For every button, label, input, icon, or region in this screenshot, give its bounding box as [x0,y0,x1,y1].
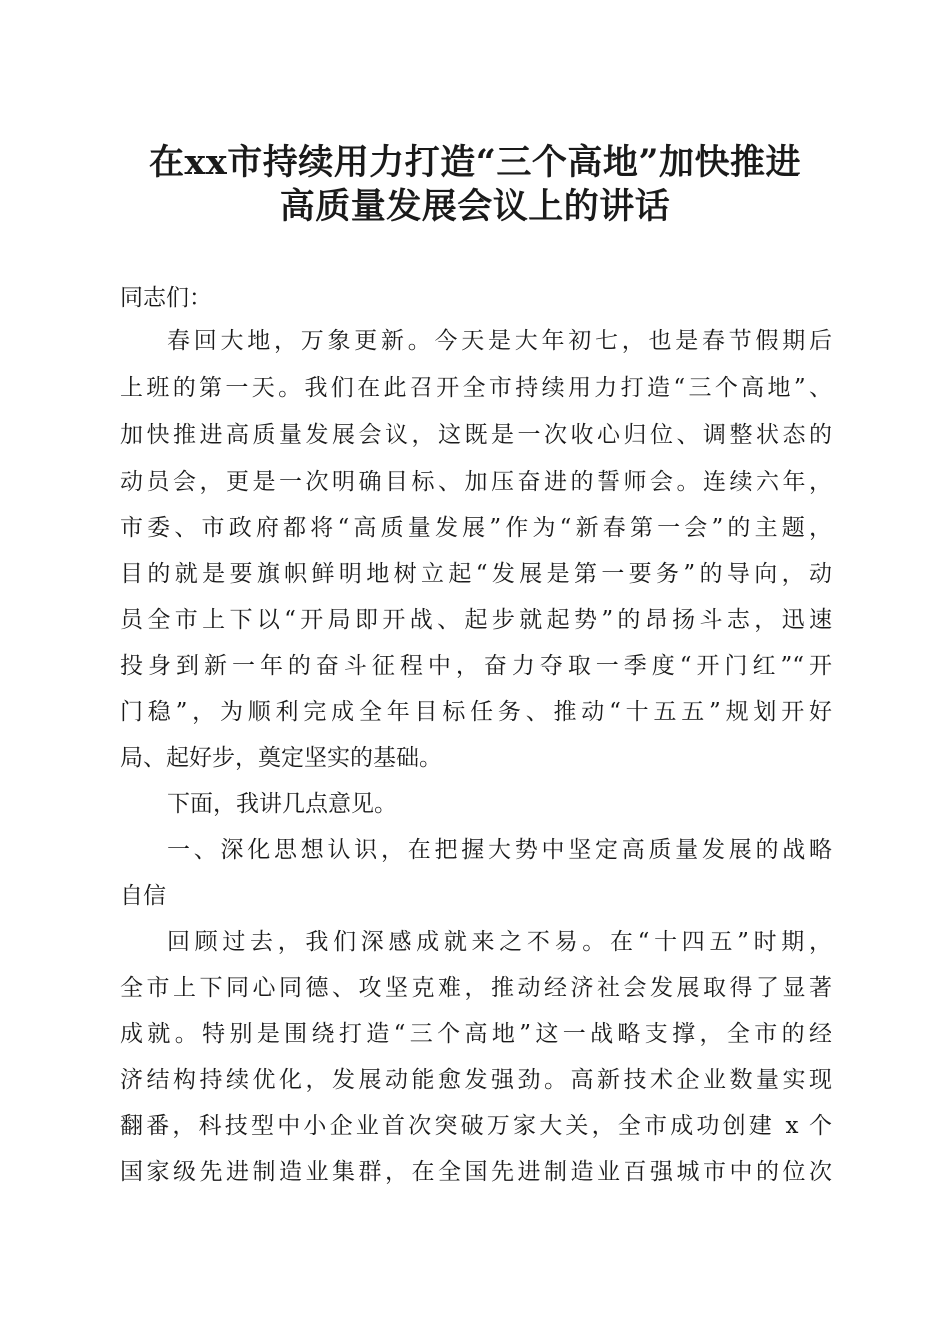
paragraph-line: 目的就是要旗帜鲜明地树立起“发展是第一要务”的导向，动 [120,561,832,587]
paragraph-line: 国家级先进制造业集群，在全国先进制造业百强城市中的位次 [120,1159,832,1185]
paragraph-line: 济结构持续优化，发展动能愈发强劲。高新技术企业数量实现 [120,1067,832,1093]
paragraph-line: 下面，我讲几点意见。 [167,791,397,817]
paragraph-line: 成就。特别是围绕打造“三个高地”这一战略支撑，全市的经 [120,1021,832,1047]
paragraph-line: 门稳”，为顺利完成全年目标任务、推动“十五五”规划开好 [120,699,832,725]
document-title-line-1: 在xx市持续用力打造“三个高地”加快推进 [149,142,801,183]
paragraph-line: 市委、市政府都将“高质量发展”作为“新春第一会”的主题， [120,515,832,541]
paragraph-line: 局、起好步，奠定坚实的基础。 [120,745,442,771]
paragraph-line: 投身到新一年的奋斗征程中，奋力夺取一季度“开门红”“开 [120,653,832,679]
salutation: 同志们： [120,285,212,311]
section-heading-line: 一、深化思想认识，在把握大势中坚定高质量发展的战略 [167,837,832,863]
paragraph-line: 翻番，科技型中小企业首次突破万家大关，全市成功创建 x 个 [120,1113,832,1139]
paragraph-line: 上班的第一天。我们在此召开全市持续用力打造“三个高地”、 [120,375,832,401]
document-title-line-2: 高质量发展会议上的讲话 [279,186,671,227]
paragraph-line: 春回大地，万象更新。今天是大年初七，也是春节假期后 [167,328,832,354]
paragraph-line: 回顾过去，我们深感成就来之不易。在“十四五”时期， [167,929,832,955]
section-heading-line: 自信 [120,883,166,909]
paragraph-line: 员全市上下以“开局即开战、起步就起势”的昂扬斗志，迅速 [120,607,832,633]
paragraph-line: 动员会，更是一次明确目标、加压奋进的誓师会。连续六年， [120,469,832,495]
paragraph-line: 全市上下同心同德、攻坚克难，推动经济社会发展取得了显著 [120,975,832,1001]
paragraph-line: 加快推进高质量发展会议，这既是一次收心归位、调整状态的 [120,422,832,448]
